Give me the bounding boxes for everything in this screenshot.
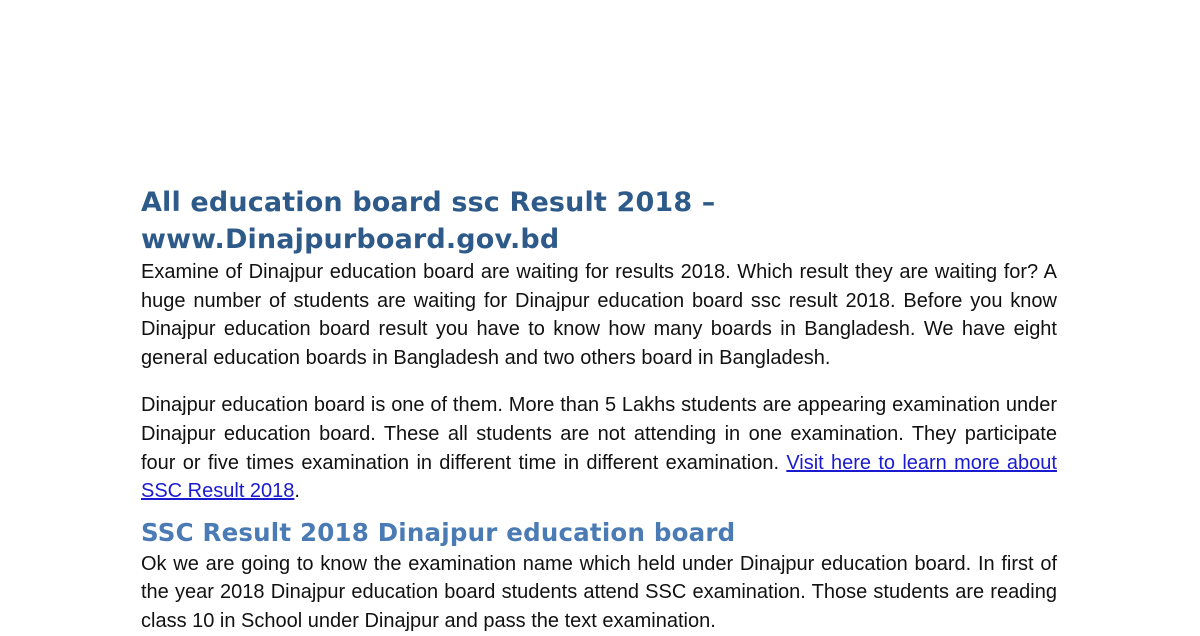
article-title: All education board ssc Result 2018 – www.Dinajpurboard.gov.bd <box>141 187 716 255</box>
section-heading-ssc-result: SSC Result 2018 Dinajpur education board <box>141 517 736 547</box>
paragraph-intro: Examine of Dinajpur education board are waiting for results 2018. Which result they are waiting for? A huge number of students are waiting for Dinajpur education board ssc result 2018. Before you know Dinajpur education board result you have to know how many boards in Bangladesh. We have eight general education boards in Bangladesh and two others board in Bangladesh. <box>141 261 1057 369</box>
paragraph-dinajpur-board-text: Dinajpur education board is one of them. More than 5 Lakhs students are appearing examination under Dinajpur education board. These all students are not attending in one examination. They participate four or five times examination in different time in different examination. <box>141 394 1057 474</box>
paragraph-trailing-period: . <box>294 480 300 503</box>
paragraph-dinajpur-board <box>141 391 1057 505</box>
ssc-result-link[interactable]: Visit here to learn more about SSC Result 2018 <box>141 451 1057 503</box>
paragraph-examination: Ok we are going to know the examination name which held under Dinajpur education board. In first of the year 2018 Dinajpur education board students attend SSC examination. Those students are reading class 10 in School under Dinajpur and pass the text examination. <box>141 552 1057 632</box>
document-page <box>141 184 1057 636</box>
